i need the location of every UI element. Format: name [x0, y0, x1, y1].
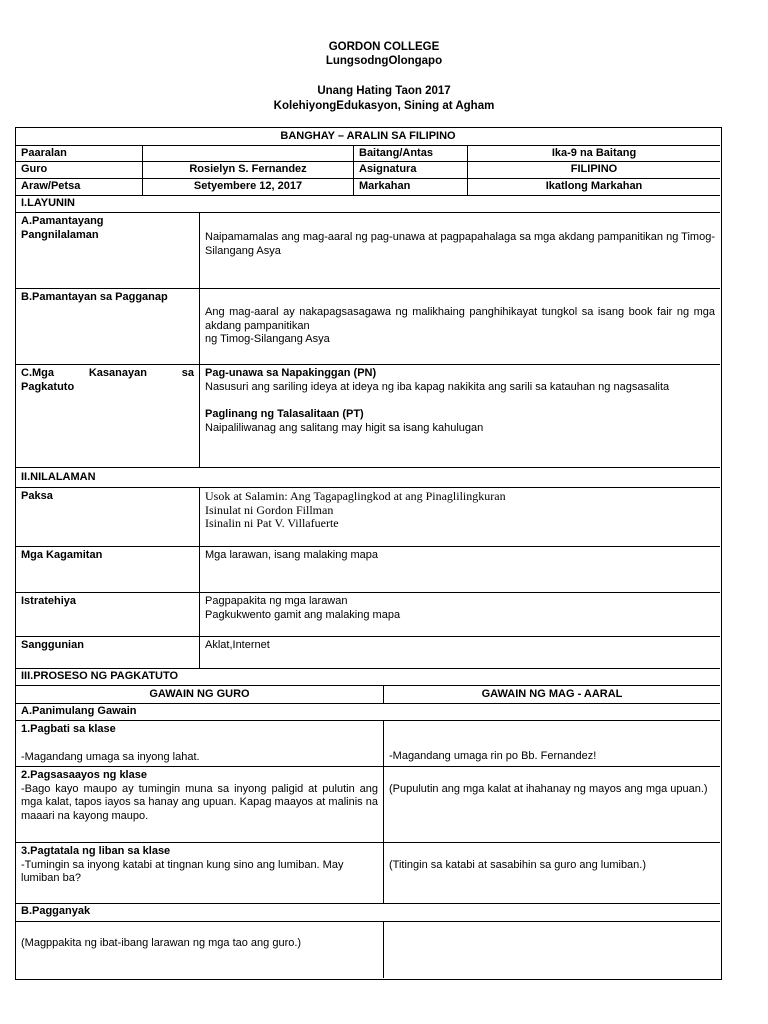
row-pamantayan-pagganap — [16, 289, 720, 365]
table-title: BANGHAY – ARALIN SA FILIPINO — [280, 130, 456, 142]
pagbati-mag-aaral-text: -Magandang umaga rin po Bb. Fernandez! — [389, 750, 597, 762]
pagganap-line2: ng Timog-Silangang Asya — [205, 333, 330, 345]
semester: Unang Hating Taon 2017 — [317, 85, 451, 97]
panimulang-heading: A.Panimulang Gawain — [21, 705, 137, 717]
row-pagbati — [16, 721, 720, 767]
pamantayang-label-line1: A.Pamantayang — [21, 215, 104, 227]
pagsasaayos-title: 2.Pagsasaayos ng klase — [21, 769, 147, 781]
pagbati-title: 1.Pagbati sa klase — [21, 723, 116, 735]
pagsasaayos-mag-aaral: (Pupulutin ang mga kalat at ihahanay ng mayos ang mga upuan.) — [383, 767, 720, 842]
guro-value: Rosielyn S. Fernandez — [142, 162, 353, 178]
asignatura-value: FILIPINO — [467, 162, 720, 178]
school-name: GORDON COLLEGE — [328, 41, 440, 53]
row-pagganyak — [16, 922, 720, 978]
col-header-mag-aaral: GAWAIN NG MAG - AARAL — [383, 686, 720, 703]
istratehiya-line2: Pagkukwento gamit ang malaking mapa — [205, 608, 401, 621]
pamantayang-text: Naipamamalas ang mag-aaral ng pag-unawa at pagpapahalaga sa mga akdang pampanitikan ng Timog-Silangang Asya — [199, 213, 720, 288]
city-name: LungsodngOlongapo — [325, 55, 443, 67]
pamantayang-label-line2: Pangnilalaman — [21, 228, 99, 241]
pagsasaayos-guro-text: -Bago kayo maupo ay tumingin muna sa inyong paligid at pulutin ang mga kalat, tapos iayos sa hanay ang upuan. Kapag maayos at malinis na maaari na kayong maupo. — [21, 782, 378, 822]
araw-label: Araw/Petsa — [21, 180, 81, 192]
paaralan-label: Paaralan — [21, 147, 67, 159]
markahan-value: Ikatlong Markahan — [467, 179, 720, 195]
section-nilalaman — [16, 468, 720, 488]
baitang-label: Baitang/Antas — [353, 146, 467, 161]
pagganyak-guro: (Magppakita ng ibat-ibang larawan ng mga tao ang guro.) — [21, 937, 302, 949]
sanggunian-value: Aklat,Internet — [199, 637, 720, 668]
pagtatala-mag-aaral: (Titingin sa katabi at sasabihin sa guro ang lumiban.) — [383, 843, 720, 903]
info-row-araw — [16, 179, 720, 196]
row-istratehiya — [16, 593, 720, 637]
sanggunian-label: Sanggunian — [21, 639, 84, 651]
info-row-guro — [16, 162, 720, 179]
row-kagamitan — [16, 547, 720, 593]
pagbati-guro — [16, 721, 383, 766]
pt-text: Naipaliliwanag ang salitang may higit sa isang kahulugan — [205, 421, 484, 434]
istratehiya-line1: Pagpapakita ng mga larawan — [205, 595, 348, 607]
paksa-text — [199, 488, 720, 546]
paksa-line1: Usok at Salamin: Ang Tagapaglingkod at ang Pinaglilingkuran — [205, 489, 506, 503]
lesson-plan-table — [15, 127, 722, 980]
paksa-line2: Isinulat ni Gordon Fillman — [205, 502, 334, 517]
paksa-label: Paksa — [21, 490, 53, 502]
pagtatala-title: 3.Pagtatala ng liban sa klase — [21, 845, 171, 857]
row-sanggunian — [16, 637, 720, 669]
row-paksa — [16, 488, 720, 547]
pn-title: Pag-unawa sa Napakinggan (PN) — [205, 367, 377, 379]
college-name: KolehiyongEdukasyon, Sining at Agham — [273, 100, 495, 112]
row-pagtatala — [16, 843, 720, 904]
pagganap-label: B.Pamantayan sa Pagganap — [21, 291, 168, 303]
istratehiya-label: Istratehiya — [21, 595, 77, 607]
baitang-value: Ika-9 na Baitang — [467, 146, 720, 161]
proseso-heading: III.PROSESO NG PAGKATUTO — [21, 670, 179, 682]
kasanayan-label-line1: C.Mga Kasanayan sa — [21, 367, 194, 379]
col-header-guro: GAWAIN NG GURO — [149, 688, 250, 700]
pn-text: Nasusuri ang sariling ideya at ideya ng iba kapag nakikita ang sarili sa katauhan ng nagsasalita — [205, 380, 670, 393]
table-title-row — [16, 128, 720, 146]
pt-title: Paglinang ng Talasalitaan (PT) — [205, 408, 364, 420]
row-pagganyak-heading — [16, 904, 720, 922]
pagbati-guro-text: -Magandang umaga sa inyong lahat. — [21, 750, 200, 763]
pamantayang-label — [16, 213, 199, 288]
kagamitan-label: Mga Kagamitan — [21, 549, 103, 561]
pagbati-mag-aaral — [383, 721, 720, 766]
kasanayan-label — [16, 365, 199, 467]
istratehiya-text — [199, 593, 720, 636]
pagganyak-mag-aaral — [383, 922, 720, 978]
row-pagsasaayos — [16, 767, 720, 843]
row-kasanayan — [16, 365, 720, 468]
section-layunin — [16, 196, 720, 213]
pagsasaayos-guro — [16, 767, 383, 842]
kasanayan-text — [199, 365, 720, 467]
asignatura-label: Asignatura — [353, 162, 467, 178]
pagtatala-guro-text: -Tumingin sa inyong katabi at tingnan kung sino ang lumiban. May lumiban ba? — [21, 858, 344, 884]
paksa-line3: Isinalin ni Pat V. Villafuerte — [205, 516, 339, 530]
pagganap-line1: Ang mag-aaral ay nakapagsasagawa ng malikhaing panghihikayat tungkol sa isang book fair ng mga akdang pampanitikan — [205, 306, 715, 332]
nilalaman-heading: II.NILALAMAN — [21, 471, 96, 483]
kasanayan-label-line2: Pagkatuto — [21, 380, 75, 393]
kagamitan-value: Mga larawan, isang malaking mapa — [199, 547, 720, 592]
row-panimulang-gawain — [16, 704, 720, 721]
section-proseso — [16, 669, 720, 686]
row-column-headers — [16, 686, 720, 704]
row-pamantayang-pangnilalaman — [16, 213, 720, 289]
paaralan-value — [142, 146, 353, 161]
pagtatala-guro — [16, 843, 383, 903]
info-row-paaralan — [16, 146, 720, 162]
markahan-label: Markahan — [353, 179, 467, 195]
pagganyak-heading: B.Pagganyak — [21, 905, 91, 917]
pagganap-text — [199, 289, 720, 364]
layunin-heading: I.LAYUNIN — [21, 197, 75, 209]
araw-value: Setyembere 12, 2017 — [142, 179, 353, 195]
guro-label: Guro — [21, 163, 48, 175]
